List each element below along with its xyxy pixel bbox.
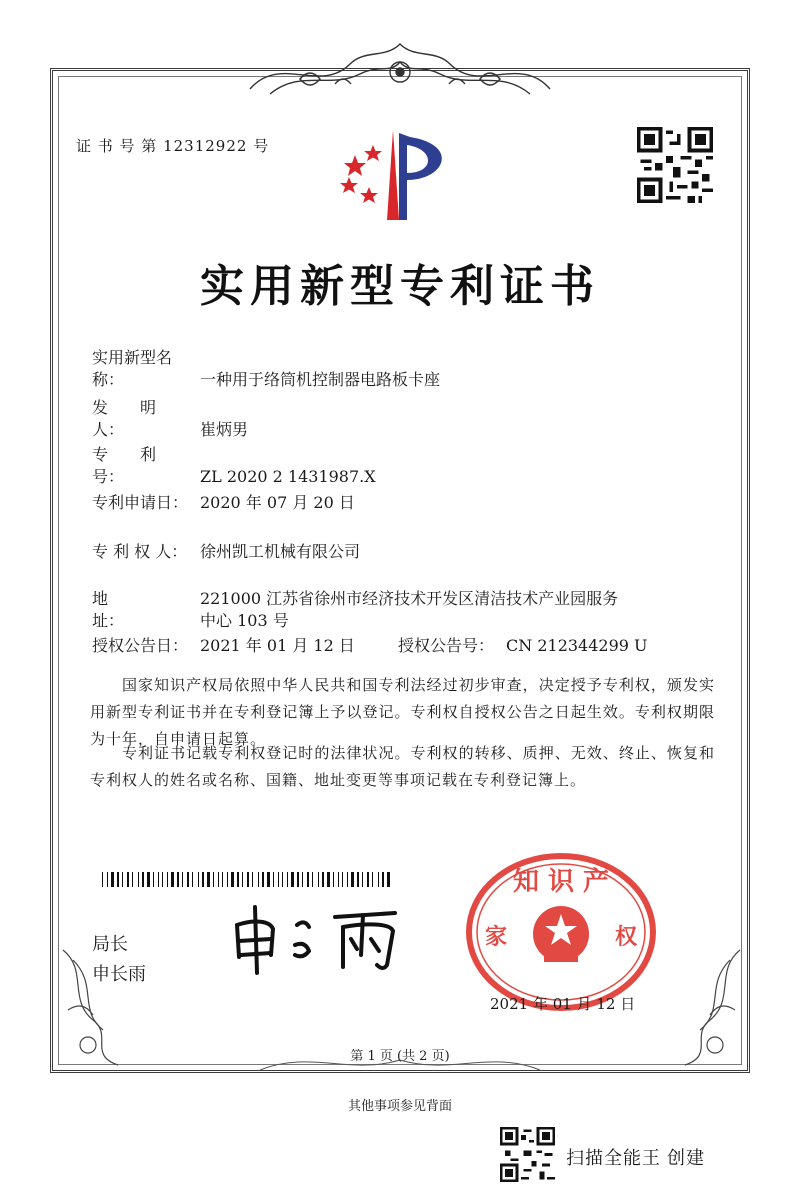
field-value: 2021 年 01 月 12 日: [200, 636, 355, 655]
top-ornament-icon: [240, 34, 560, 104]
scanner-watermark: 扫描全能王 创建: [566, 1148, 706, 1168]
field-label: 专利申请日：: [92, 493, 189, 512]
svg-text:权: 权: [614, 925, 638, 950]
grant-date-row: [92, 635, 355, 657]
certificate-number: 证 书 号 第 12312922 号: [76, 137, 270, 155]
official-seal-icon: [466, 852, 656, 1012]
certificate-title: 实用新型专利证书: [200, 261, 600, 312]
inventor-row: [92, 397, 248, 441]
field-value: 一种用于络筒机控制器电路板卡座: [200, 370, 441, 389]
footer-note: 其他事项参见背面: [347, 1099, 452, 1114]
field-label: 发 明 人：: [92, 398, 189, 439]
field-value: ZL 2020 2 1431987.X: [200, 467, 376, 486]
field-label: 专 利 号：: [92, 445, 189, 486]
grant-statement-paragraph: 国家知识产权局依照中华人民共和国专利法经过初步审查，决定授予专利权，颁发实用新型专利证书并在专利登记簿上予以登记。专利权自授权公告之日起生效。专利权期限为十年，自申请日起算。: [90, 676, 715, 748]
qr-code-icon: [637, 127, 713, 203]
field-value: 徐州凯工机械有限公司: [200, 542, 361, 561]
field-label: 实用新型名称：: [92, 348, 173, 389]
field-label: 地 址：: [92, 589, 189, 630]
svg-text:家: 家: [484, 925, 508, 950]
signatory-name: 申长雨: [92, 964, 146, 985]
signatory-title: 局长: [92, 934, 128, 955]
field-value: 崔炳男: [200, 420, 249, 439]
patent-office-logo-icon: [335, 125, 465, 225]
utility-model-name-row: [92, 347, 440, 391]
grant-number-row: [398, 635, 648, 657]
address-label: [92, 588, 200, 632]
field-label: 授权公告号：: [398, 636, 495, 655]
field-label: 授权公告日：: [92, 636, 189, 655]
field-value: 2020 年 07 月 20 日: [200, 493, 355, 512]
scanner-qr-code-icon: [500, 1127, 555, 1182]
legal-status-paragraph: 专利证书记载专利权登记时的法律状况。专利权的转移、质押、无效、终止、恢复和专利权人的姓名或名称、国籍、地址变更等事项记载在专利登记簿上。: [90, 744, 715, 789]
field-label: 专 利 权 人：: [92, 542, 188, 561]
handwritten-signature-icon: [225, 895, 405, 975]
svg-text:知 识 产: 知 识 产: [512, 867, 610, 897]
seal-date: 2021 年 01 月 12 日: [490, 995, 636, 1013]
barcode-icon: [102, 872, 392, 887]
patent-number-row: [92, 444, 376, 488]
filing-date-row: [92, 492, 355, 514]
field-value: CN 212344299 U: [506, 636, 648, 655]
page-number: 第 1 页 (共 2 页): [350, 1049, 450, 1064]
address-value: 221000 江苏省徐州市经济技术开发区清洁技术产业园服务中心 103 号: [200, 589, 619, 630]
patent-owner-row: [92, 541, 360, 563]
